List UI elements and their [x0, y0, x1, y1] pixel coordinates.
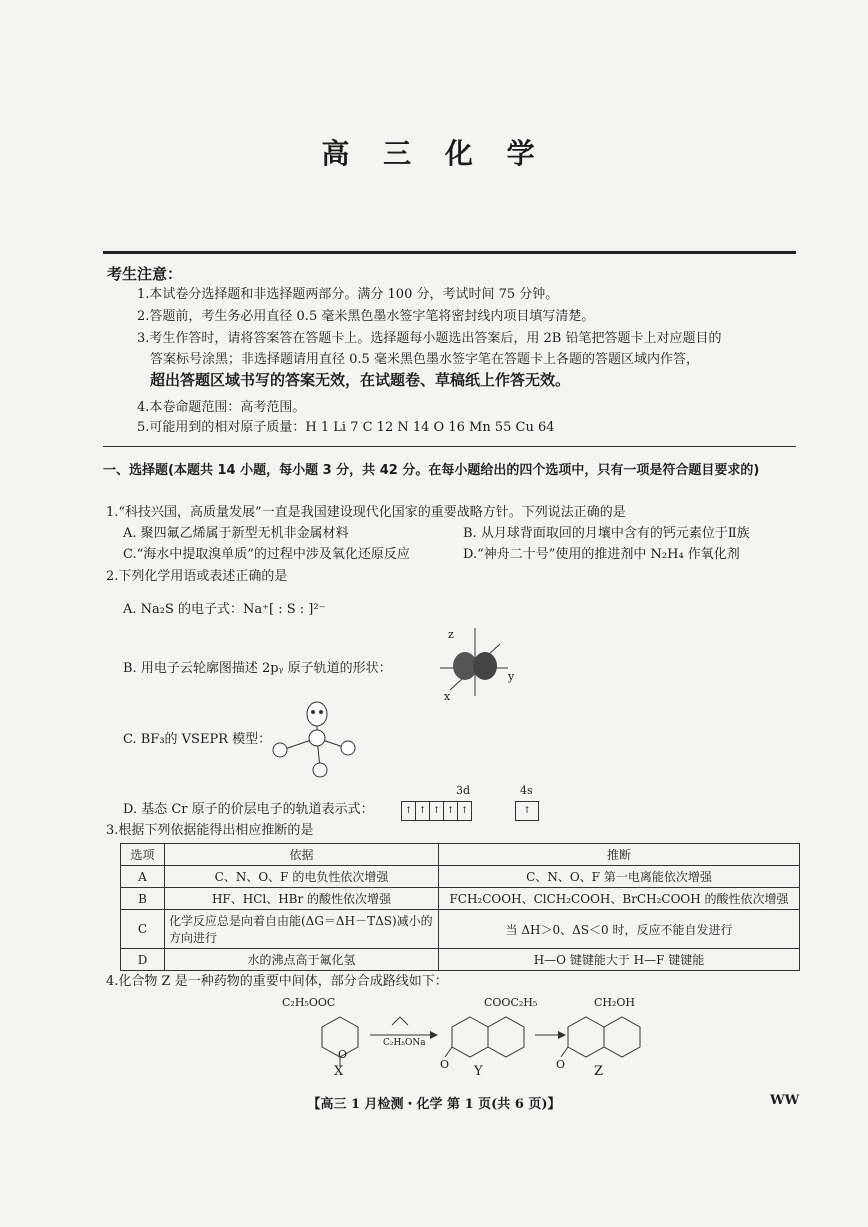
orbital-4s-label: 4s — [520, 784, 533, 797]
question-2-option-d: D. 基态 Cr 原子的价层电子的轨道表示式： — [123, 802, 374, 817]
notice-line-emphasis: 超出答题区域书写的答案无效，在试题卷、草稿纸上作答无效。 — [150, 371, 571, 389]
vsepr-model-diagram — [270, 700, 360, 780]
question-3-table — [120, 843, 800, 971]
table-cell: FCH₂COOH、ClCH₂COOH、BrCH₂COOH 的酸性依次增强 — [439, 888, 800, 910]
table-cell: HF、HCl、HBr 的酸性依次增强 — [165, 888, 439, 910]
question-2-option-a: A. Na₂S 的电子式：Na⁺[ : S : ]²⁻ — [123, 602, 326, 617]
y-oxygen-label: O — [440, 1058, 450, 1071]
question-3-stem: 3.根据下列依据能得出相应推断的是 — [106, 823, 314, 838]
table-cell: A — [121, 866, 165, 888]
synthesis-route-diagram — [300, 995, 630, 1075]
z-oxygen-label: O — [556, 1058, 566, 1071]
axis-x-label: x — [444, 690, 451, 703]
table-cell: H—O 键键能大于 H—F 键键能 — [439, 949, 800, 971]
table-header-row — [121, 844, 800, 866]
z-substituent-label: CH₂OH — [594, 996, 636, 1009]
notice-divider — [103, 446, 796, 447]
y-substituent-label: COOC₂H₅ — [484, 996, 538, 1009]
table-row — [121, 866, 800, 888]
axis-z-label: z — [448, 628, 454, 641]
x-substituent-label: C₂H₅OOC — [282, 996, 336, 1009]
table-cell: C — [121, 910, 165, 949]
question-1-option-d: D.“神舟二十号”使用的推进剂中 N₂H₄ 作氧化剂 — [463, 547, 740, 562]
question-2-stem: 2.下列化学用语或表述正确的是 — [106, 569, 288, 584]
compound-x-label: X — [334, 1064, 344, 1079]
header-divider — [103, 251, 796, 254]
x-oxygen-label: O — [338, 1048, 348, 1061]
orbital-3d-label: 3d — [456, 784, 471, 797]
section-heading: 一、选择题(本题共 14 小题，每小题 3 分，共 42 分。在每小题给出的四个选项中，只有一项是符合题目要求的) — [103, 463, 760, 478]
notice-title: 考生注意： — [107, 265, 183, 283]
compound-y-label: Y — [474, 1064, 483, 1079]
table-header: 选项 — [121, 844, 165, 866]
orbital-diagram-3d: ↑ ↑ ↑ ↑ ↑ — [401, 801, 472, 821]
table-cell: D — [121, 949, 165, 971]
orbital-diagram-4s: ↑ — [515, 801, 539, 821]
notice-line: 5.可能用到的相对原子质量：H 1 Li 7 C 12 N 14 O 16 Mn 55 Cu 64 — [137, 420, 555, 435]
notice-line: 3.考生作答时，请将答案答在答题卡上。选择题每小题选出答案后，用 2B 铅笔把答题卡上对应题目的 — [137, 331, 722, 346]
compound-z-label: Z — [594, 1064, 604, 1079]
table-cell: 化学反应总是向着自由能(ΔG＝ΔH－TΔS)减小的方向进行 — [165, 910, 439, 949]
table-cell: 水的沸点高于氟化氢 — [165, 949, 439, 971]
page-title: 高 三 化 学 — [321, 137, 547, 170]
reagent-label: C₂H₅ONa — [383, 1038, 426, 1048]
page-footer: 【高三 1 月检测・化学 第 1 页(共 6 页)】 — [307, 1097, 561, 1112]
question-2-option-c: C. BF₃的 VSEPR 模型： — [123, 732, 272, 747]
notice-line: 答案标号涂黑；非选择题请用直径 0.5 毫米黑色墨水签字笔在答题卡上各题的答题区域内作答， — [150, 352, 699, 367]
table-row — [121, 949, 800, 971]
axis-y-label: y — [508, 670, 515, 683]
question-2-option-b: B. 用电子云轮廓图描述 2pᵧ 原子轨道的形状： — [123, 661, 392, 676]
table-row — [121, 888, 800, 910]
question-1-option-a: A. 聚四氟乙烯属于新型无机非金属材料 — [123, 526, 349, 541]
table-header: 依据 — [165, 844, 439, 866]
question-1-option-b: B. 从月球背面取回的月壤中含有的钙元素位于Ⅱ族 — [463, 526, 750, 541]
notice-line: 2.答题前，考生务必用直径 0.5 毫米黑色墨水签字笔将密封线内项目填写清楚。 — [137, 309, 595, 324]
footer-code: WW — [770, 1093, 800, 1108]
table-cell: C、N、O、F 的电负性依次增强 — [165, 866, 439, 888]
table-row — [121, 910, 800, 949]
notice-line: 1.本试卷分选择题和非选择题两部分。满分 100 分，考试时间 75 分钟。 — [137, 287, 559, 302]
question-4-stem: 4.化合物 Z 是一种药物的重要中间体，部分合成路线如下： — [106, 974, 448, 989]
table-cell: C、N、O、F 第一电离能依次增强 — [439, 866, 800, 888]
table-header: 推断 — [439, 844, 800, 866]
question-1-stem: 1.“科技兴国，高质量发展”一直是我国建设现代化国家的重要战略方针。下列说法正确的是 — [106, 505, 626, 520]
table-cell: 当 ΔH＞0、ΔS＜0 时，反应不能自发进行 — [439, 910, 800, 949]
notice-line: 4.本卷命题范围：高考范围。 — [137, 400, 306, 415]
question-1-option-c: C.“海水中提取溴单质”的过程中涉及氧化还原反应 — [123, 547, 410, 562]
table-cell: B — [121, 888, 165, 910]
